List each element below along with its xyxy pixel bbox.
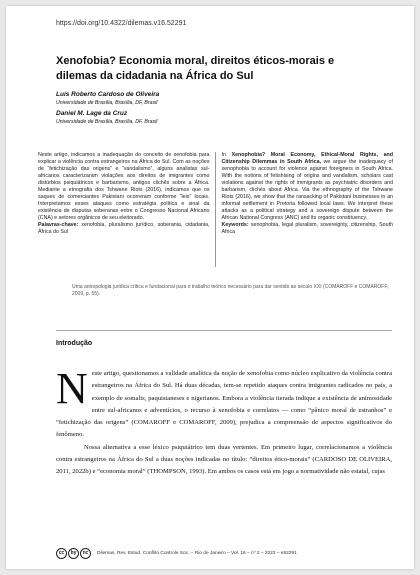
abstract-pt-text: Neste artigo, indicamos a inadequação do conceito de xenofobia para explicar a violência contra estrangeiros na África do Sul. Com as noções de “fetichização das origens” e “vandalismo”, alguns analistas sul-africanos caracterizaram violações aos direitos de imigrantes como distúrbios psiquiátricos e barbarismo, antigos clichês sobre a África. Mediante a etnografia dos Tshwane Riots (2016), indicamos que os saques de comerciantes Pakistani ocorreram conforme “leis” locais. Interpretamos esses ataques como estratégia política e sinal da existência de disputas soberanas entre o Congresso Nacional Africano (CNA) e setores orgânicos de seu eleitorado. [38,152,210,221]
paragraph: este artigo, questionamos a validade analítica da noção de xenofobia como núcleo explicativo da violência contra estrangeiros na África do Sul. Há duas décadas, tem-se repetido ataques contra imigrantes radicados no país, a exemplo de somalis, paquistaneses e nigerianos. Embora a violência iterada indique a existência de animosidade entre sul-africanos e adventícios, o recurso à xenofobia e correlatos — como “pânico moral de estranhos” e “fetichização das origens” (COMAROFF e COMAROFF, 2009), prejudica a compreensão de aspectos significativos do fenômeno. [56,370,392,439]
divider [56,330,392,331]
keywords-en: xenophobia, legal pluralism, sovereignty, citizenship, South Africa [221,222,393,235]
page-footer [56,546,392,560]
noncommercial-icon: nc [80,548,91,559]
keywords-label-pt: Palavras-chave: [38,222,79,228]
abstracts [38,152,393,267]
keywords-label-en: Keywords: [221,222,249,228]
paragraph: Nossa alternativa a esse léxico psiquiátrico tem duas vertentes. Em primeiro lugar, correlacionamos a violência contra estrangeiros na África do Sul a duas noções indicadas no título: “direitos ético-morais” (CARDOSO DE OLIVEIRA, 2011, 2022b) e “economia moral” (THOMPSON, 1993). Em ambos os casos está em jogo a normatividade não estatal, cujas [56,443,392,476]
author-1 [56,90,159,107]
attribution-icon: by [68,548,79,559]
abstract-en-title: Xenophobia? Moral Economy, Ethical-Moral Rights, and Citizenship Dilemmas in South Africa, [221,152,393,165]
article-title: Xenofobia? Economia moral, direitos éticos-morais e dilemas da cidadania na África do Sul [56,55,335,82]
journal-citation: Dilemas, Rev. Estud. Conflito Controle Soc. – Rio de Janeiro – Vol. 16 – nº 2 – 2023 – e52291 [97,550,297,556]
article-page [6,6,414,569]
doi-link[interactable]: https://doi.org/10.4322/dilemas.v16.52291 [56,20,187,27]
section-title: Introdução [56,340,93,347]
drop-cap: N [56,364,88,413]
body-text [56,364,392,479]
abstract-portuguese [38,152,216,267]
cc-icon: cc [56,548,67,559]
abstract-english [216,152,394,267]
creative-commons-license[interactable] [56,548,91,559]
author-name: Daniel M. Lage da Cruz [56,110,128,117]
author-2 [56,109,157,126]
author-affiliation: Universidade de Brasília, Brasília, DF, Brasil [56,100,158,106]
keywords-pt: xenofobia, pluralismo jurídico, soberania, cidadania, África do Sul [38,222,210,235]
abstract-en-text: we argue the inadequacy of xenophobia to account for violence against foreigners in South Africa. With the notions of fetishising of origins and vandalism, scholars cast violations against the rights of immigrants as psychiatric disorders and barbarism, clichés about Africa. Via the ethnography of the Tshwane Riots (2016), we show that the ransacking of Pakistani businesses in an informal settlement in Pretoria followed local laws. We interpret these attacks as a political strategy and a sovereign dispute between the African National Congress (ANC) and its organic constituency. [221,159,393,221]
author-affiliation: Universidade de Brasília, Brasília, DF, Brasil [56,119,158,125]
epigraph: Uma antropologia jurídica crítica e fundacional para o trabalho teórico necessário para dar sentido ao século XXI (COMAROFF e COMAROFF, 2009, p. 55). [72,284,389,297]
author-name: Luís Roberto Cardoso de Oliveira [56,91,160,98]
abstract-en-prefix: In [221,152,226,158]
